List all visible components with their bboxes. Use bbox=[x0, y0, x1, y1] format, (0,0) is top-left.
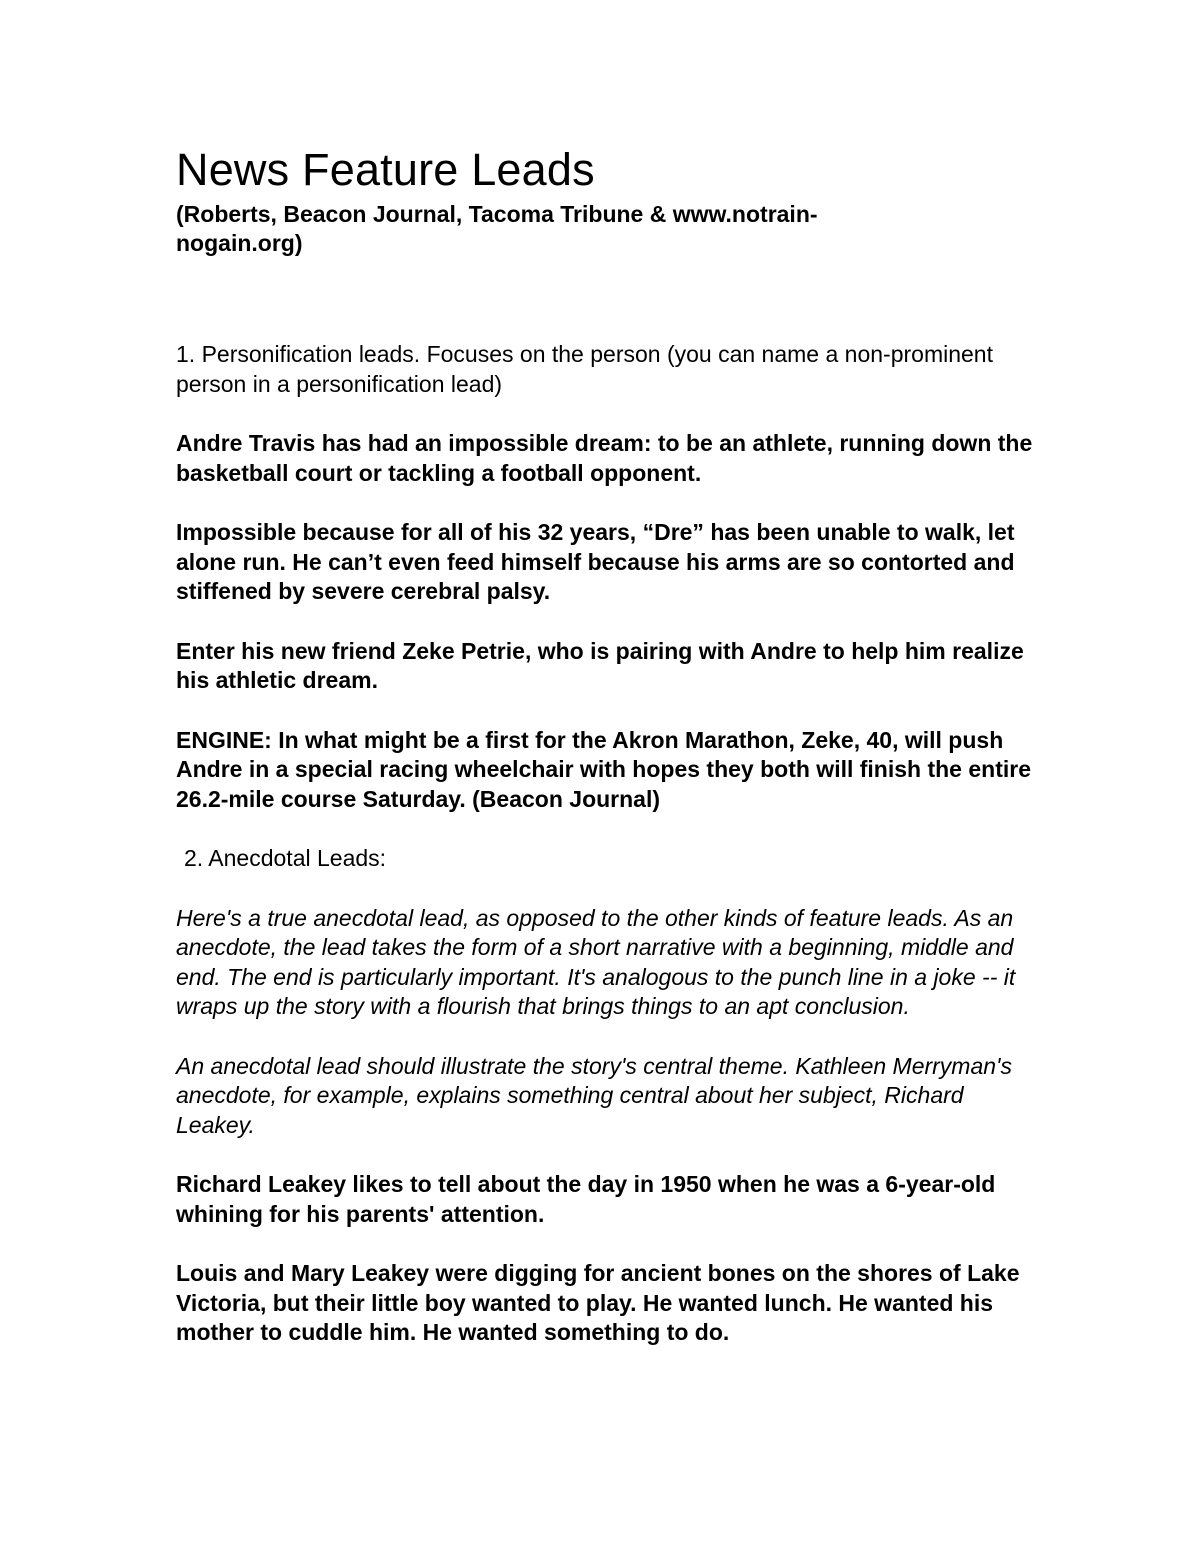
section-1-heading: 1. Personification leads. Focuses on the person (you can name a non-prominent person in a personification lead) bbox=[176, 341, 993, 397]
lead-paragraph: Enter his new friend Zeke Petrie, who is pairing with Andre to help him realize his athletic dream. bbox=[176, 637, 1024, 693]
anecdote-paragraph: Louis and Mary Leakey were digging for ancient bones on the shores of Lake Victoria, but their little boy wanted to play. He wanted lunch. He wanted his mother to cuddle him. He wanted something to do. bbox=[176, 1260, 1020, 1345]
document-title: News Feature Leads bbox=[176, 144, 595, 195]
anecdote-paragraph: Richard Leakey likes to tell about the day in 1950 when he was a 6-year-old whining for his parents' attention. bbox=[176, 1171, 996, 1227]
lead-paragraph: Andre Travis has had an impossible dream: to be an athlete, running down the basketball court or tackling a football opponent. bbox=[176, 430, 1033, 486]
section-2-heading: 2. Anecdotal Leads: bbox=[184, 845, 387, 871]
explanation-paragraph: Here's a true anecdotal lead, as opposed to the other kinds of feature leads. As an anecdote, the lead takes the form of a short narrative with a beginning, middle and end. The end is particularly important. It's analogous to the punch line in a joke -- it wraps up the story with a flourish that brings things to an apt conclusion. bbox=[176, 904, 1016, 1019]
lead-paragraph: Impossible because for all of his 32 years, “Dre” has been unable to walk, let alone run. He can’t even feed himself because his arms are so contorted and stiffened by severe cerebral palsy. bbox=[176, 519, 1015, 604]
document-sources: (Roberts, Beacon Journal, Tacoma Tribune & www.notrain-nogain.org) bbox=[176, 201, 818, 256]
document-page bbox=[176, 140, 1036, 1378]
explanation-paragraph: An anecdotal lead should illustrate the story's central theme. Kathleen Merryman's anecdote, for example, explains something central about her subject, Richard Leakey. bbox=[176, 1052, 1012, 1138]
engine-paragraph: ENGINE: In what might be a first for the Akron Marathon, Zeke, 40, will push Andre in a special racing wheelchair with hopes they both will finish the entire 26.2-mile course Saturday. (Beacon Journal) bbox=[176, 726, 1031, 812]
